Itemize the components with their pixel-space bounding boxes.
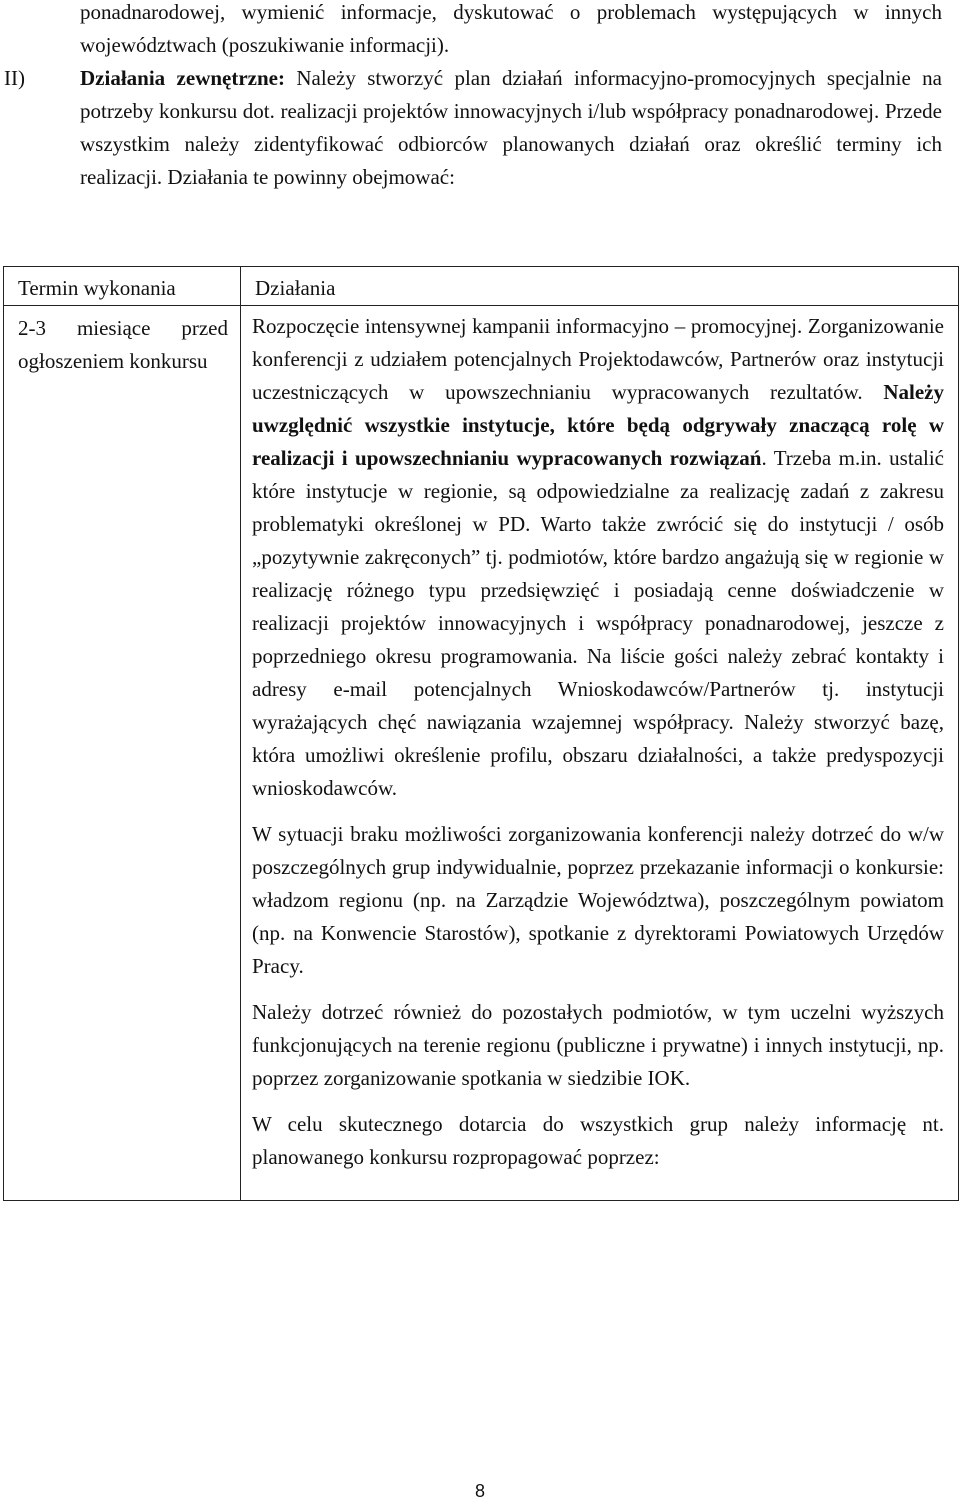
actions-paragraph-2: W sytuacji braku możliwości zorganizowania konferencji należy dotrzeć do w/w poszczególnych grup indywidualnie, poprzez przekazanie informacji o konkursie: władzom regionu (np. na Zarządzie Województwa), poszczególnym powiatom (np. na Konwencie Starostów), spotkanie z dyrektorami Powiatowych Urzędów Pracy. xyxy=(252,822,944,978)
page-number: 8 xyxy=(474,1481,485,1501)
intro-continuation-paragraph: ponadnarodowej, wymienić informacje, dyskutować o problemach występujących w innych województwach (poszukiwanie informacji). xyxy=(80,0,942,57)
table-header-cell-term xyxy=(4,267,241,306)
actions-paragraph-4: W celu skutecznego dotarcia do wszystkich grup należy informację nt. planowanego konkursu rozpropagować poprzez: xyxy=(252,1112,944,1169)
header-actions-label: Działania xyxy=(255,276,336,300)
actions-p1-text-a: Rozpoczęcie intensywnej kampanii informacyjno – promocyjnej. Zorganizowanie konferencji z udziałem potencjalnych Projektodawców, Partnerów oraz instytucji uczestniczących w upowszechnianiu wypracowanych rezultatów. xyxy=(252,314,944,404)
actions-paragraph-1 xyxy=(252,310,944,805)
table-header-cell-actions xyxy=(241,267,959,306)
section-heading: Działania zewnętrzne: xyxy=(80,66,285,90)
section-paragraph xyxy=(80,62,942,194)
header-term-label: Termin wykonania xyxy=(18,276,176,300)
actions-cell xyxy=(241,306,959,1201)
term-cell xyxy=(4,306,241,1201)
actions-p1-bold-text: Należy uwzględnić wszystkie instytucje, które będą odgrywały znaczącą rolę w realizacji i upowszechnianiu wypracowanych rozwiązań xyxy=(252,380,944,470)
term-text: 2-3 miesiące przed ogłoszeniem konkursu xyxy=(18,316,228,373)
actions-table xyxy=(3,266,959,1201)
table-row xyxy=(4,306,959,1201)
actions-paragraph-3: Należy dotrzeć również do pozostałych podmiotów, w tym uczelni wyższych funkcjonujących na terenie regionu (publiczne i prywatne) i innych instytucji, np. poprzez zorganizowanie spotkania w siedzibie IOK. xyxy=(252,1000,944,1090)
section-body-text: Należy stworzyć plan działań informacyjno-promocyjnych specjalnie na potrzeby konkursu dot. realizacji projektów innowacyjnych i/lub współpracy ponadnarodowej. Przede wszystkim należy zidentyfikować odbiorców planowanych działań oraz określić terminy ich realizacji. Działania te powinny obejmować: xyxy=(80,66,942,189)
actions-body xyxy=(241,306,958,1200)
table-header-row xyxy=(4,267,959,306)
section-marker: II) xyxy=(4,66,25,90)
actions-p1-text-b: . Trzeba m.in. ustalić które instytucje w regionie, są odpowiedzialne za realizację zadań z zakresu problematyki określonej w PD. Warto także zwrócić się do instytucji / osób „pozytywnie zakręconych” tj. podmiotów, które bardzo angażują się w regionie w realizację różnego typu przedsięwzięć i posiadają cenne doświadczenie w realizacji projektów innowacyjnych i współpracy ponadnarodowej, jeszcze z poprzedniego okresu programowania. Na liście gości należy zebrać kontakty i adresy e-mail potencjalnych Wnioskodawców/Partnerów tj. instytucji wyrażających chęć nawiązania wzajemnej współpracy. Należy stworzyć bazę, która umożliwi określenie profilu, obszaru działalności, a także predyspozycji wnioskodawców. xyxy=(252,446,945,800)
